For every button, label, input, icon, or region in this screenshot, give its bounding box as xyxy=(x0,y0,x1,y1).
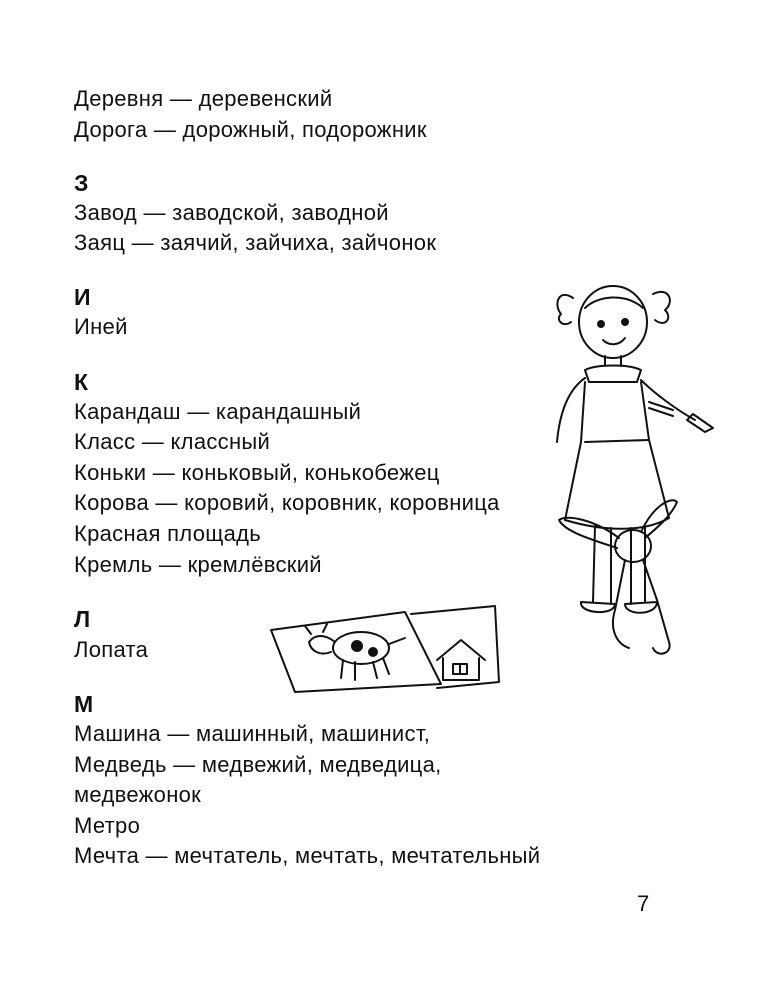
word-entry: Метро xyxy=(74,813,141,838)
word-entry: Корова — коровий, коровник, коровница xyxy=(74,490,500,515)
word-entry: Деревня — деревенский xyxy=(74,86,333,111)
girl-illustration xyxy=(545,270,715,670)
word-entry: Класс — классный xyxy=(74,429,271,454)
word-entry: Завод — заводской, заводной xyxy=(74,200,389,225)
word-entry: Красная площадь xyxy=(74,521,262,546)
section-letter: З xyxy=(74,170,89,196)
word-entry: Дорога — дорожный, подорожник xyxy=(74,117,427,142)
word-entry: Иней xyxy=(74,314,128,339)
section-letter: И xyxy=(74,284,91,310)
word-entry: Лопата xyxy=(74,637,149,662)
section-letter: К xyxy=(74,369,89,395)
page-number: 7 xyxy=(637,891,650,916)
word-entry: Машина — машинный, машинист, xyxy=(74,721,431,746)
word-entry: Заяц — заячий, зайчиха, зайчонок xyxy=(74,230,437,255)
word-entry: Кремль — кремлёвский xyxy=(74,552,322,577)
word-entry: Мечта — мечтатель, мечтать, мечтательный xyxy=(74,843,541,868)
word-entry: Коньки — коньковый, конькобежец xyxy=(74,460,440,485)
word-entry: Карандаш — карандашный xyxy=(74,399,362,424)
word-entry: Медведь — медвежий, медведица, xyxy=(74,752,442,777)
drawings-illustration xyxy=(265,600,505,695)
section-letter: М xyxy=(74,691,94,717)
section-letter: Л xyxy=(74,606,91,632)
word-entry: медвежонок xyxy=(74,782,202,807)
